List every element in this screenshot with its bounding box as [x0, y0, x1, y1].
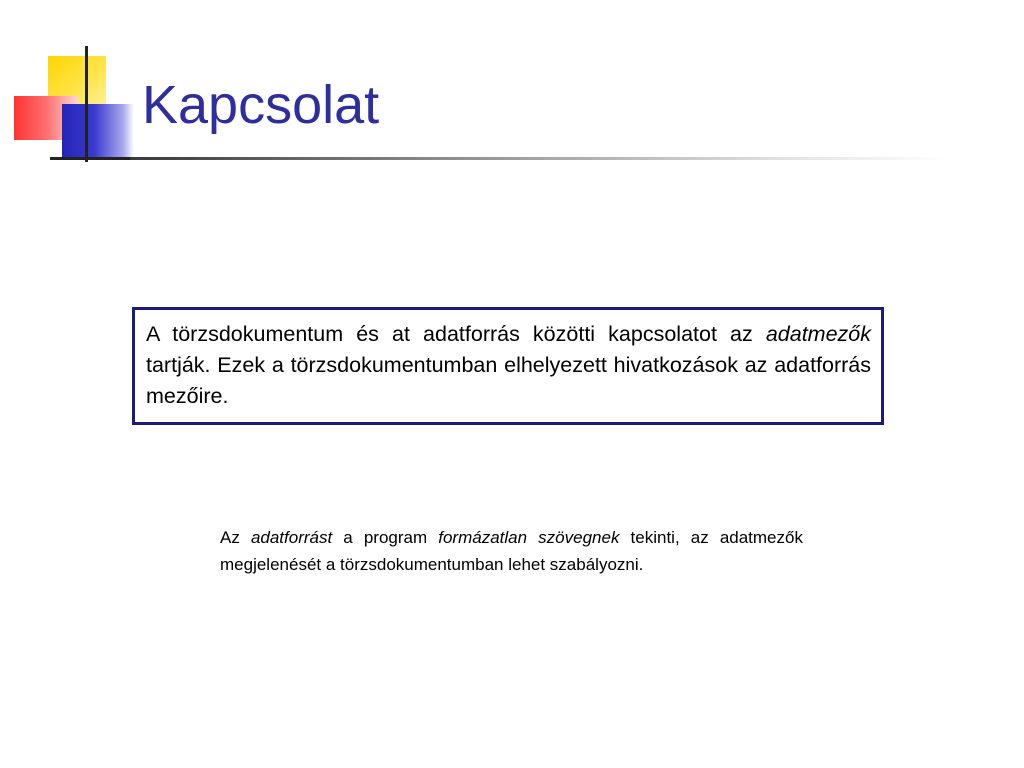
logo-blue-square — [62, 104, 134, 160]
box-emphasis: adatmezők — [765, 322, 871, 346]
note-text-part3: tekinti, az adatmezők megjelenését a törzsdokumentumban lehet szabályozni. — [220, 528, 803, 574]
logo-vertical-line — [85, 46, 88, 162]
box-text-part1: A törzsdokumentum és at adatforrás közötti kapcsolatot az — [146, 322, 766, 346]
note-text-part1: Az — [220, 528, 251, 547]
slide-title: Kapcsolat — [142, 75, 380, 135]
note-emphasis-1: adatforrást — [250, 528, 333, 547]
note-emphasis-2: formázatlan szövegnek — [438, 528, 620, 547]
title-underline — [130, 157, 950, 160]
logo-horizontal-line — [50, 157, 140, 160]
box-text-part2: tartják. Ezek a törzsdokumentumban elhelyezett hivatkozások az adatforrás mezőire. — [146, 353, 871, 408]
definition-box — [132, 307, 884, 425]
note-paragraph — [220, 524, 803, 578]
note-text-part2: a program — [332, 528, 439, 547]
